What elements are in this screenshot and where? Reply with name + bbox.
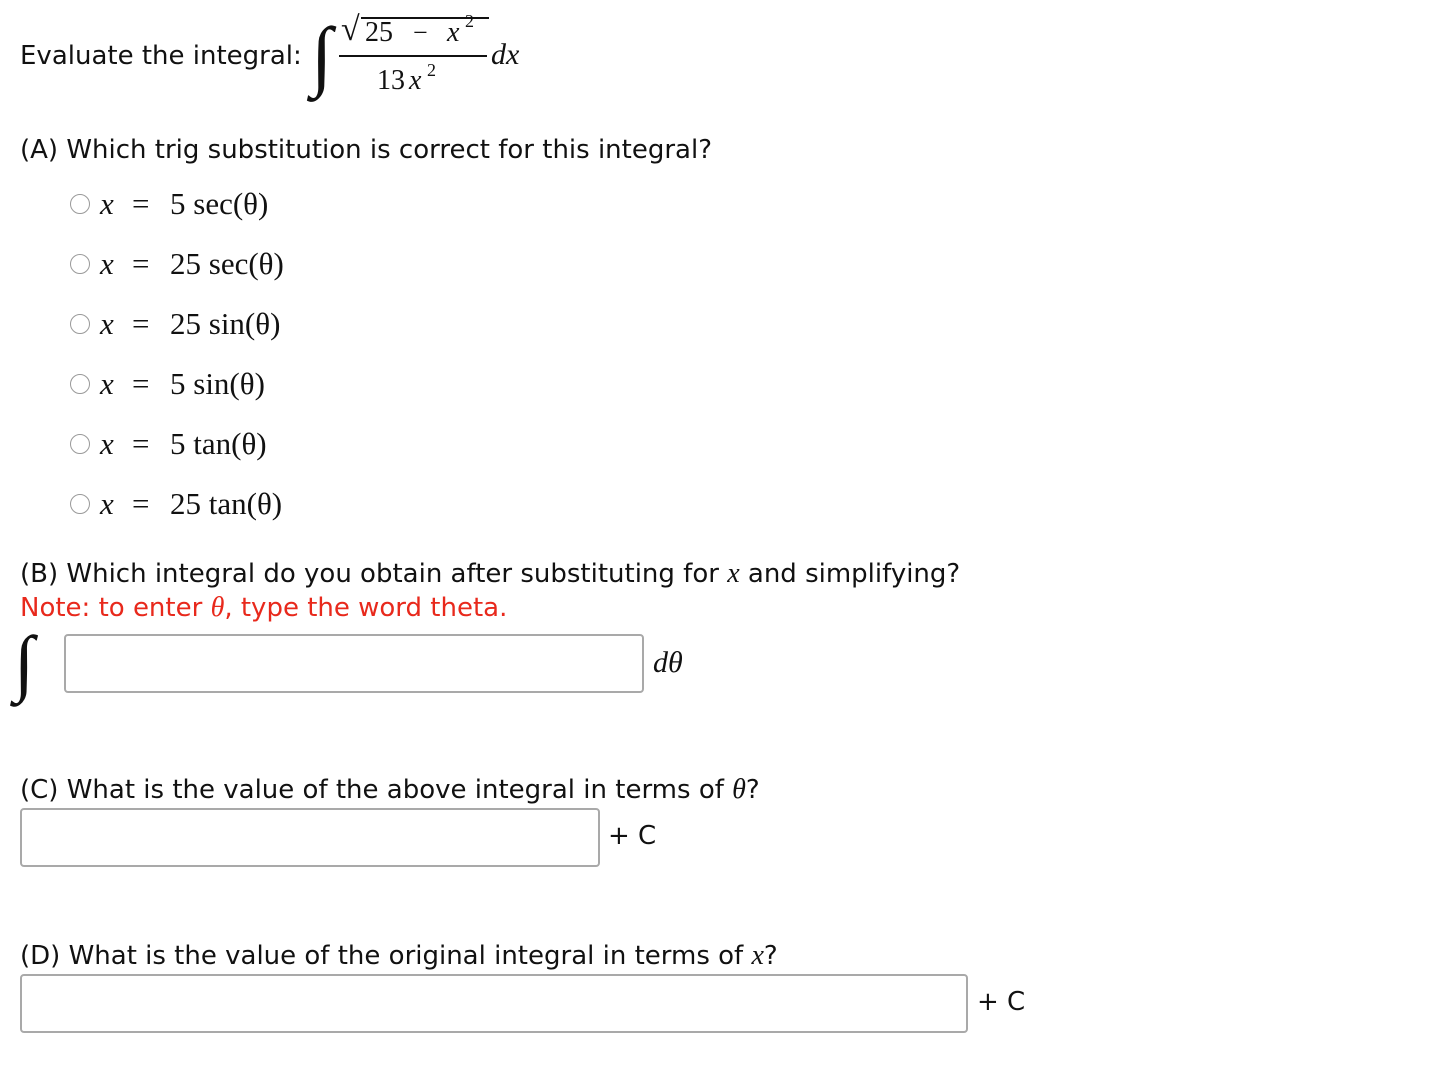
plus-c-label: + C [977,987,1026,1017]
differential-dtheta: dθ [653,646,683,679]
prompt-text: Evaluate the integral: [20,41,302,71]
part-b-note [20,592,507,624]
note-text-end: , type the word theta. [224,593,508,623]
option-rhs: 25 sin(θ) [170,306,281,341]
option-equals: = [132,306,150,341]
note-theta-symbol: θ [210,592,225,623]
differential-dx: dx [491,38,520,71]
part-c-answer-input[interactable] [20,808,600,867]
part-c-question-start: (C) What is the value of the above integral in terms of [20,775,724,805]
denominator-variable: x [409,65,422,96]
fraction-bar [339,55,487,57]
numerator-exponent: 2 [465,11,474,31]
part-d-question [20,940,778,972]
option-equals: = [132,426,150,461]
option-equals: = [132,186,150,221]
radio-button[interactable] [70,194,90,214]
part-b-question [20,558,960,590]
option-rhs: 5 tan(θ) [170,426,267,461]
numerator-minus: − [413,18,428,47]
numerator-constant: 25 [365,17,393,48]
radio-button[interactable] [70,254,90,274]
integral-sign-icon: ∫ [311,11,333,98]
option-rhs: 25 tan(θ) [170,486,283,521]
radio-button[interactable] [70,434,90,454]
option-rhs: 5 sec(θ) [170,186,269,221]
option-rhs: 25 sec(θ) [170,246,284,281]
option-equals: = [132,246,150,281]
option-equals: = [132,366,150,401]
part-d-question-start: (D) What is the value of the original integral in terms of [20,941,744,971]
option-lhs: x [100,366,114,401]
plus-c-label: + C [608,821,657,851]
denominator-coefficient: 13 [377,65,405,96]
denominator-exponent: 2 [427,60,436,80]
sqrt-symbol: √ [341,11,360,48]
radio-button[interactable] [70,374,90,394]
numerator-variable: x [447,17,460,48]
part-b-integrand-input[interactable] [64,634,644,693]
part-c-question [20,774,760,806]
part-b-question-start: (B) Which integral do you obtain after substituting for [20,559,719,589]
part-d-answer-input[interactable] [20,974,968,1033]
option-lhs: x [100,486,114,521]
note-text-start: Note: to enter [20,593,203,623]
option-lhs: x [100,246,114,281]
part-b-question-variable: x [727,558,740,589]
part-b-question-end: and simplifying? [747,559,961,589]
part-d-x-symbol: x [751,940,764,971]
option-rhs: 5 sin(θ) [170,366,265,401]
option-lhs: x [100,426,114,461]
radio-button[interactable] [70,314,90,334]
option-equals: = [132,486,150,521]
part-c-theta-symbol: θ [732,774,746,805]
integral-expression [305,8,545,108]
part-c-question-end: ? [745,775,760,805]
option-lhs: x [100,186,114,221]
integral-sign-icon: ∫ [14,622,35,704]
part-a-question: (A) Which trig substitution is correct for this integral? [20,135,712,165]
radio-button[interactable] [70,494,90,514]
part-d-question-end: ? [763,941,778,971]
option-lhs: x [100,306,114,341]
